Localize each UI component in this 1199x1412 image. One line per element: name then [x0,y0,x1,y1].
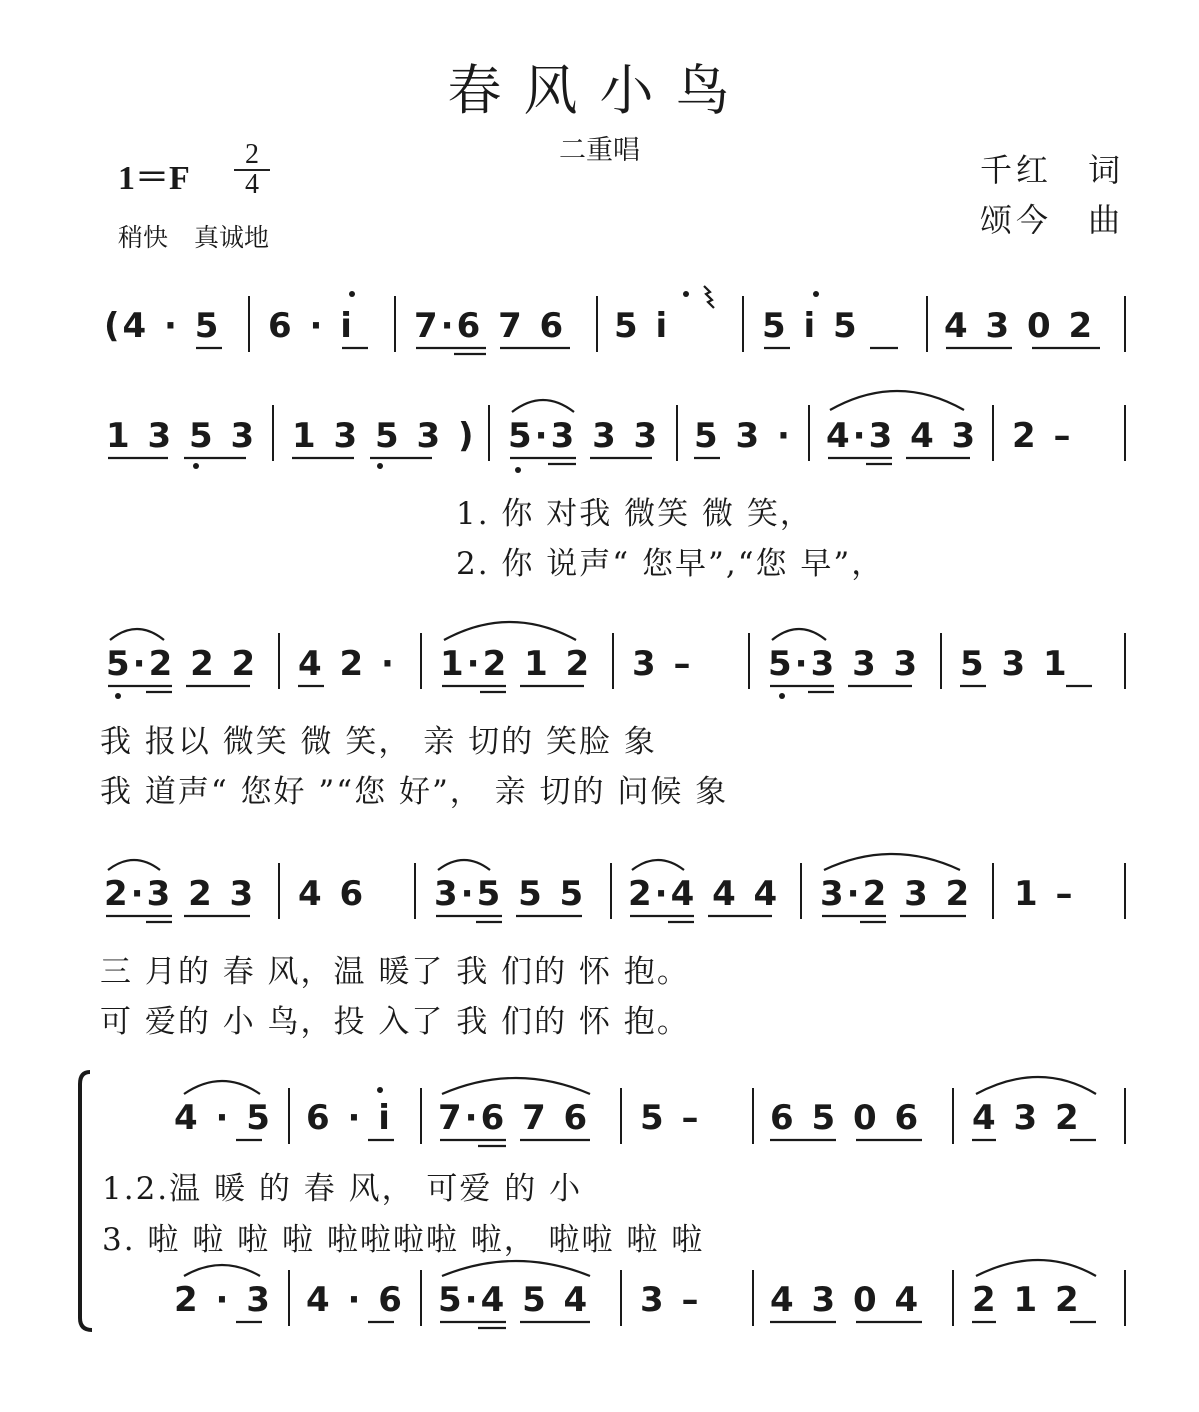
system-1-measure-4: 5 i [614,306,671,346]
slur [830,391,964,410]
system-3-measure-6: 5 3 1 [960,644,1070,684]
key-signature: 1＝F [118,160,190,197]
system-5-upper-measure-2: 6 · i [306,1098,393,1138]
system-2-measure-1: 1 3 5 3 [106,416,258,456]
slur [632,860,684,870]
time-denominator: 4 [245,169,259,200]
slur [110,629,164,640]
tempo-marking: 稍快 真诚地 [118,223,269,252]
slur [442,1078,590,1094]
system-4-measure-5: 3·2 3 2 [820,874,973,914]
song-subtitle: 二重唱 [559,135,640,166]
system-4-lyric-verse-2: 可 爱的 小 鸟，投 入了 我 们的 怀 抱。 [100,1004,690,1040]
slur [444,622,576,640]
system-4-measure-1: 2·3 2 3 [104,874,257,914]
lyricist-credit: 千红 词 [980,151,1125,189]
system-4-measure-2: 4 6 [298,874,367,914]
system-3-measure-4: 3 – [632,644,694,684]
system-2-measure-3: 5·3 3 3 [508,416,661,456]
slur [512,400,574,412]
song-title: 春风小鸟 [447,59,752,122]
system-5-lower-measure-1: 2 · 3 [174,1280,273,1320]
system-5-lyric-verse-1-2: 1.2.温 暖 的 春 风， 可爱 的 小 [102,1171,583,1207]
system-5-lower-measure-4: 3 – [640,1280,702,1320]
system-1-measure-1: (4 · 5 [104,306,222,346]
slur [976,1077,1096,1094]
slur [184,1265,260,1276]
system-5-lyric-verse-3: 3. 啦 啦 啦 啦 啦啦啦啦 啦， 啦啦 啦 啦 [102,1222,705,1258]
system-2-lyric-verse-2: 2. 你 说声“ 您早”,“您 早”， [456,546,885,582]
system-4-measure-3: 3·5 5 5 [434,874,587,914]
system-5-upper-measure-4: 5 – [640,1098,702,1138]
slur [824,854,960,870]
system-3-measure-5: 5·3 3 3 [768,644,921,684]
system-4-measure-6: 1 – [1014,874,1076,914]
system-5-upper-measure-5: 6 5 0 6 [770,1098,922,1138]
system-3-measure-2: 4 2 · [298,644,397,684]
composer-credit: 颂今 曲 [980,201,1125,239]
system-5-lower-measure-6: 2 1 2 [972,1280,1082,1320]
system-5-upper-measure-1: 4 · 5 [174,1098,273,1138]
system-3-measure-3: 1·2 1 2 [440,644,593,684]
system-4-lyric-verse-1: 三 月的 春 风，温 暖了 我 们的 怀 抱。 [100,954,690,990]
system-5-lower-measure-5: 4 3 0 4 [770,1280,922,1320]
slur [442,1261,590,1276]
slur [184,1081,260,1094]
system-2-measure-4: 5 3 · [694,416,793,456]
slur [108,860,160,870]
system-2-measure-6: 2 – [1012,416,1074,456]
system-2-lyric-verse-1: 1. 你 对我 微笑 微 笑， [456,496,813,532]
system-2-measure-5: 4·3 4 3 [826,416,979,456]
system-2-measure-2: 1 3 5 3 ) [292,416,477,456]
system-3-measure-1: 5·2 2 2 [106,644,259,684]
system-5-lower-measure-2: 4 · 6 [306,1280,405,1320]
system-5-upper-measure-6: 4 3 2 [972,1098,1082,1138]
system-1-measure-3: 7·6 7 6 [414,306,567,346]
system-1-measure-6: 4 3 0 2 [944,306,1096,346]
slur [772,629,826,640]
system-3-lyric-verse-2: 我 道声“ 您好 ”“您 好”， 亲 切的 问候 象 [100,774,729,810]
system-1-measure-2: 6 · i [268,306,355,346]
slur [976,1260,1096,1276]
duet-bracket [80,1072,92,1330]
system-3-lyric-verse-1: 我 报以 微笑 微 笑， 亲 切的 笑脸 象 [100,724,657,760]
system-5-lower-measure-3: 5·4 5 4 [438,1280,591,1320]
system-5-upper-measure-3: 7·6 7 6 [438,1098,591,1138]
system-4-measure-4: 2·4 4 4 [628,874,781,914]
time-numerator: 2 [245,139,259,170]
slur [438,860,490,870]
system-1-measure-5: 5 i 5 [762,306,860,346]
